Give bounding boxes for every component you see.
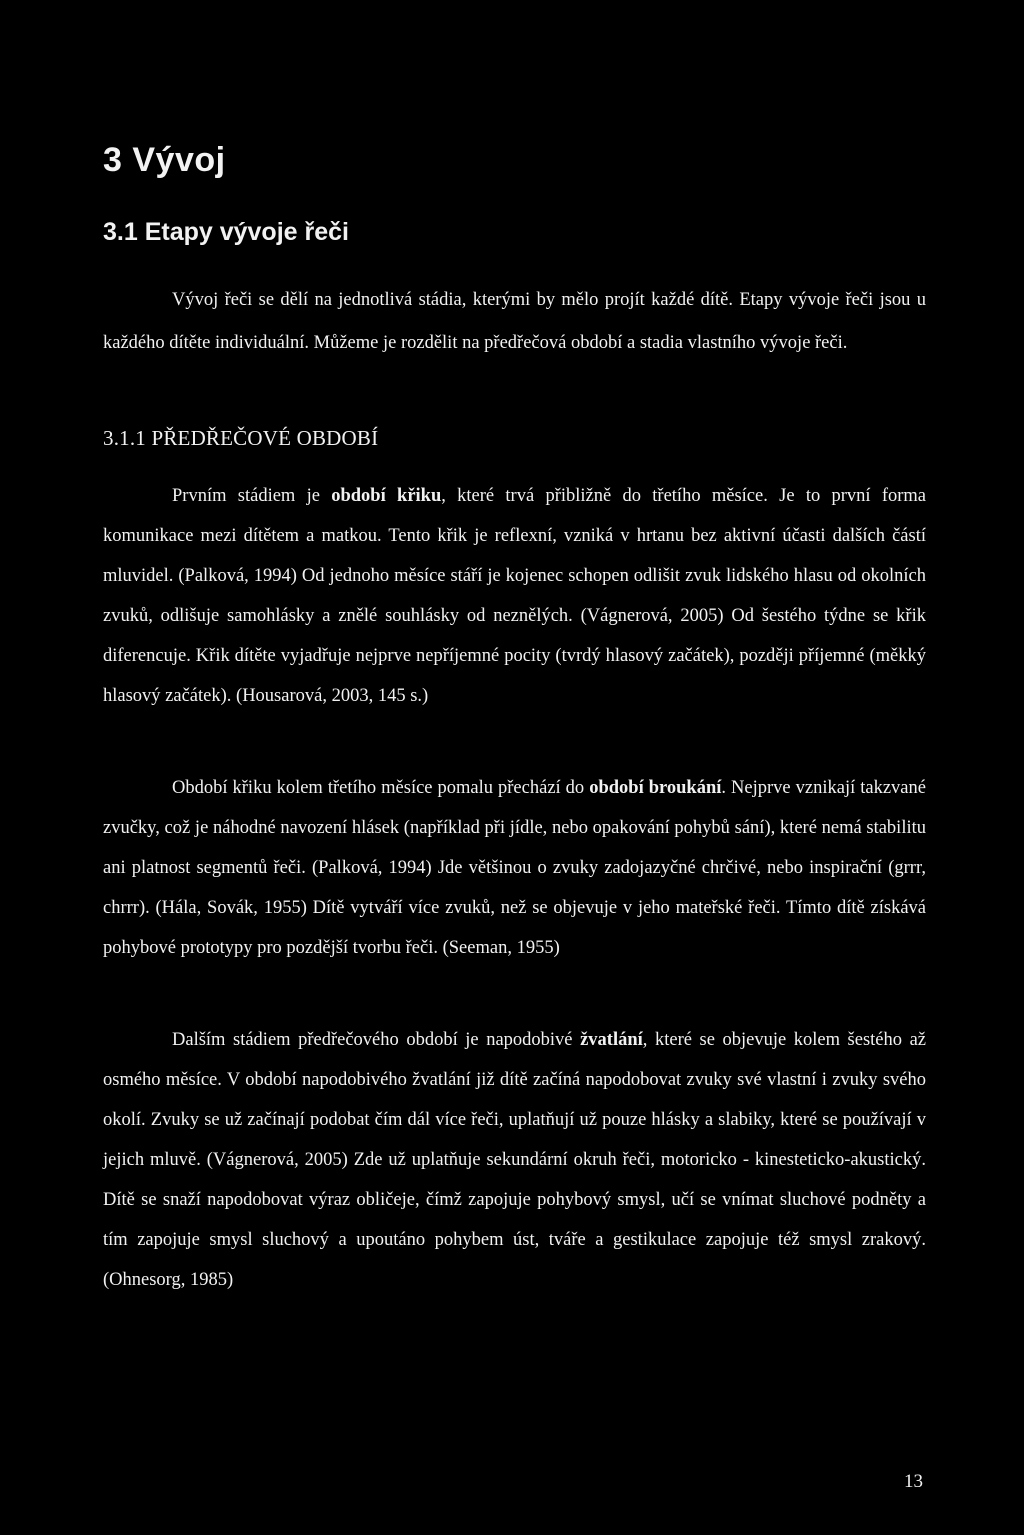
paragraph-text: , které trvá přibližně do třetího měsíce. Je to první forma komunikace mezi dítětem a matkou. Tento křik je reflexní, vzniká v hrtanu bez aktivní účasti dalších částí mluvidel. (Palková, 1994) Od jednoho měsíce stáří je kojenec schopen odlišit zvuk lidského hlasu od okolních zvuků, odlišuje samohlásky a znělé souhlásky od neznělých. (Vágnerová, 2005) Od šestého týdne se křik diferencuje. Křik dítěte vyjadřuje nejprve nepříjemné pocity (tvrdý hlasový začátek), později příjemné (měkký hlasový začátek). (Housarová, 2003, 145 s.) — [103, 486, 926, 706]
intro-paragraph: Vývoj řeči se dělí na jednotlivá stádia, kterými by mělo projít každé dítě. Etapy vývoje řeči jsou u každého dítěte individuální. Můžeme je rozdělit na předřečová období a stadia vlastního vývoje řeči. — [103, 290, 926, 353]
emphasis-term: období křiku — [331, 486, 442, 506]
emphasis-term: období broukání — [589, 778, 722, 798]
paragraph-text: Období křiku kolem třetího měsíce pomalu přechází do — [172, 778, 590, 798]
paragraph-obdobi-kriku — [103, 476, 926, 716]
emphasis-term: žvatlání — [580, 1030, 643, 1050]
subsection-title: 3.1.1 PŘEDŘEČOVÉ OBDOBÍ — [103, 426, 379, 450]
paragraph-text: . Nejprve vznikají takzvané zvučky, což je náhodné navození hlásek (například při jídle, nebo opakování pohybů sání), které nemá stabilitu ani platnost segmentů řeči. (Palková, 1994) Jde většinou o zvuky zadojazyčné chrčivé, nebo inspirační (grrr, chrrr). (Hála, Sovák, 1955) Dítě vytváří více zvuků, než se objevuje v jeho mateřské řeči. Tímto dítě získává pohybové prototypy pro pozdější tvorbu řeči. (Seeman, 1955) — [103, 778, 926, 958]
section-title: 3.1 Etapy vývoje řeči — [103, 218, 349, 246]
page-number: 13 — [904, 1471, 923, 1492]
paragraph-text: , které se objevuje kolem šestého až osmého měsíce. V období napodobivého žvatlání již dítě začíná napodobovat zvuky své vlastní i zvuky svého okolí. Zvuky se už začínají podobat čím dál více řeči, uplatňují už pouze hlásky a slabiky, které se používají v jejich mluvě. (Vágnerová, 2005) Zde už uplatňuje sekundární okruh řeči, motoricko - kinesteticko-akustický. Dítě se snaží napodobovat výraz obličeje, čímž zapojuje pohybový smysl, učí se vnímat sluchové podněty a tím zapojuje smysl sluchový a upoutáno pohybem úst, tváře a gestikulace zapojuje též smysl zrakový. (Ohnesorg, 1985) — [103, 1030, 926, 1290]
paragraph-text: Dalším stádiem předřečového období je napodobivé — [172, 1030, 581, 1050]
paragraph-zvatlani — [103, 1020, 926, 1300]
paragraph-text: Prvním stádiem je — [172, 486, 332, 506]
paragraph-obdobi-broukani — [103, 768, 926, 968]
chapter-title: 3 Vývoj — [103, 141, 226, 179]
